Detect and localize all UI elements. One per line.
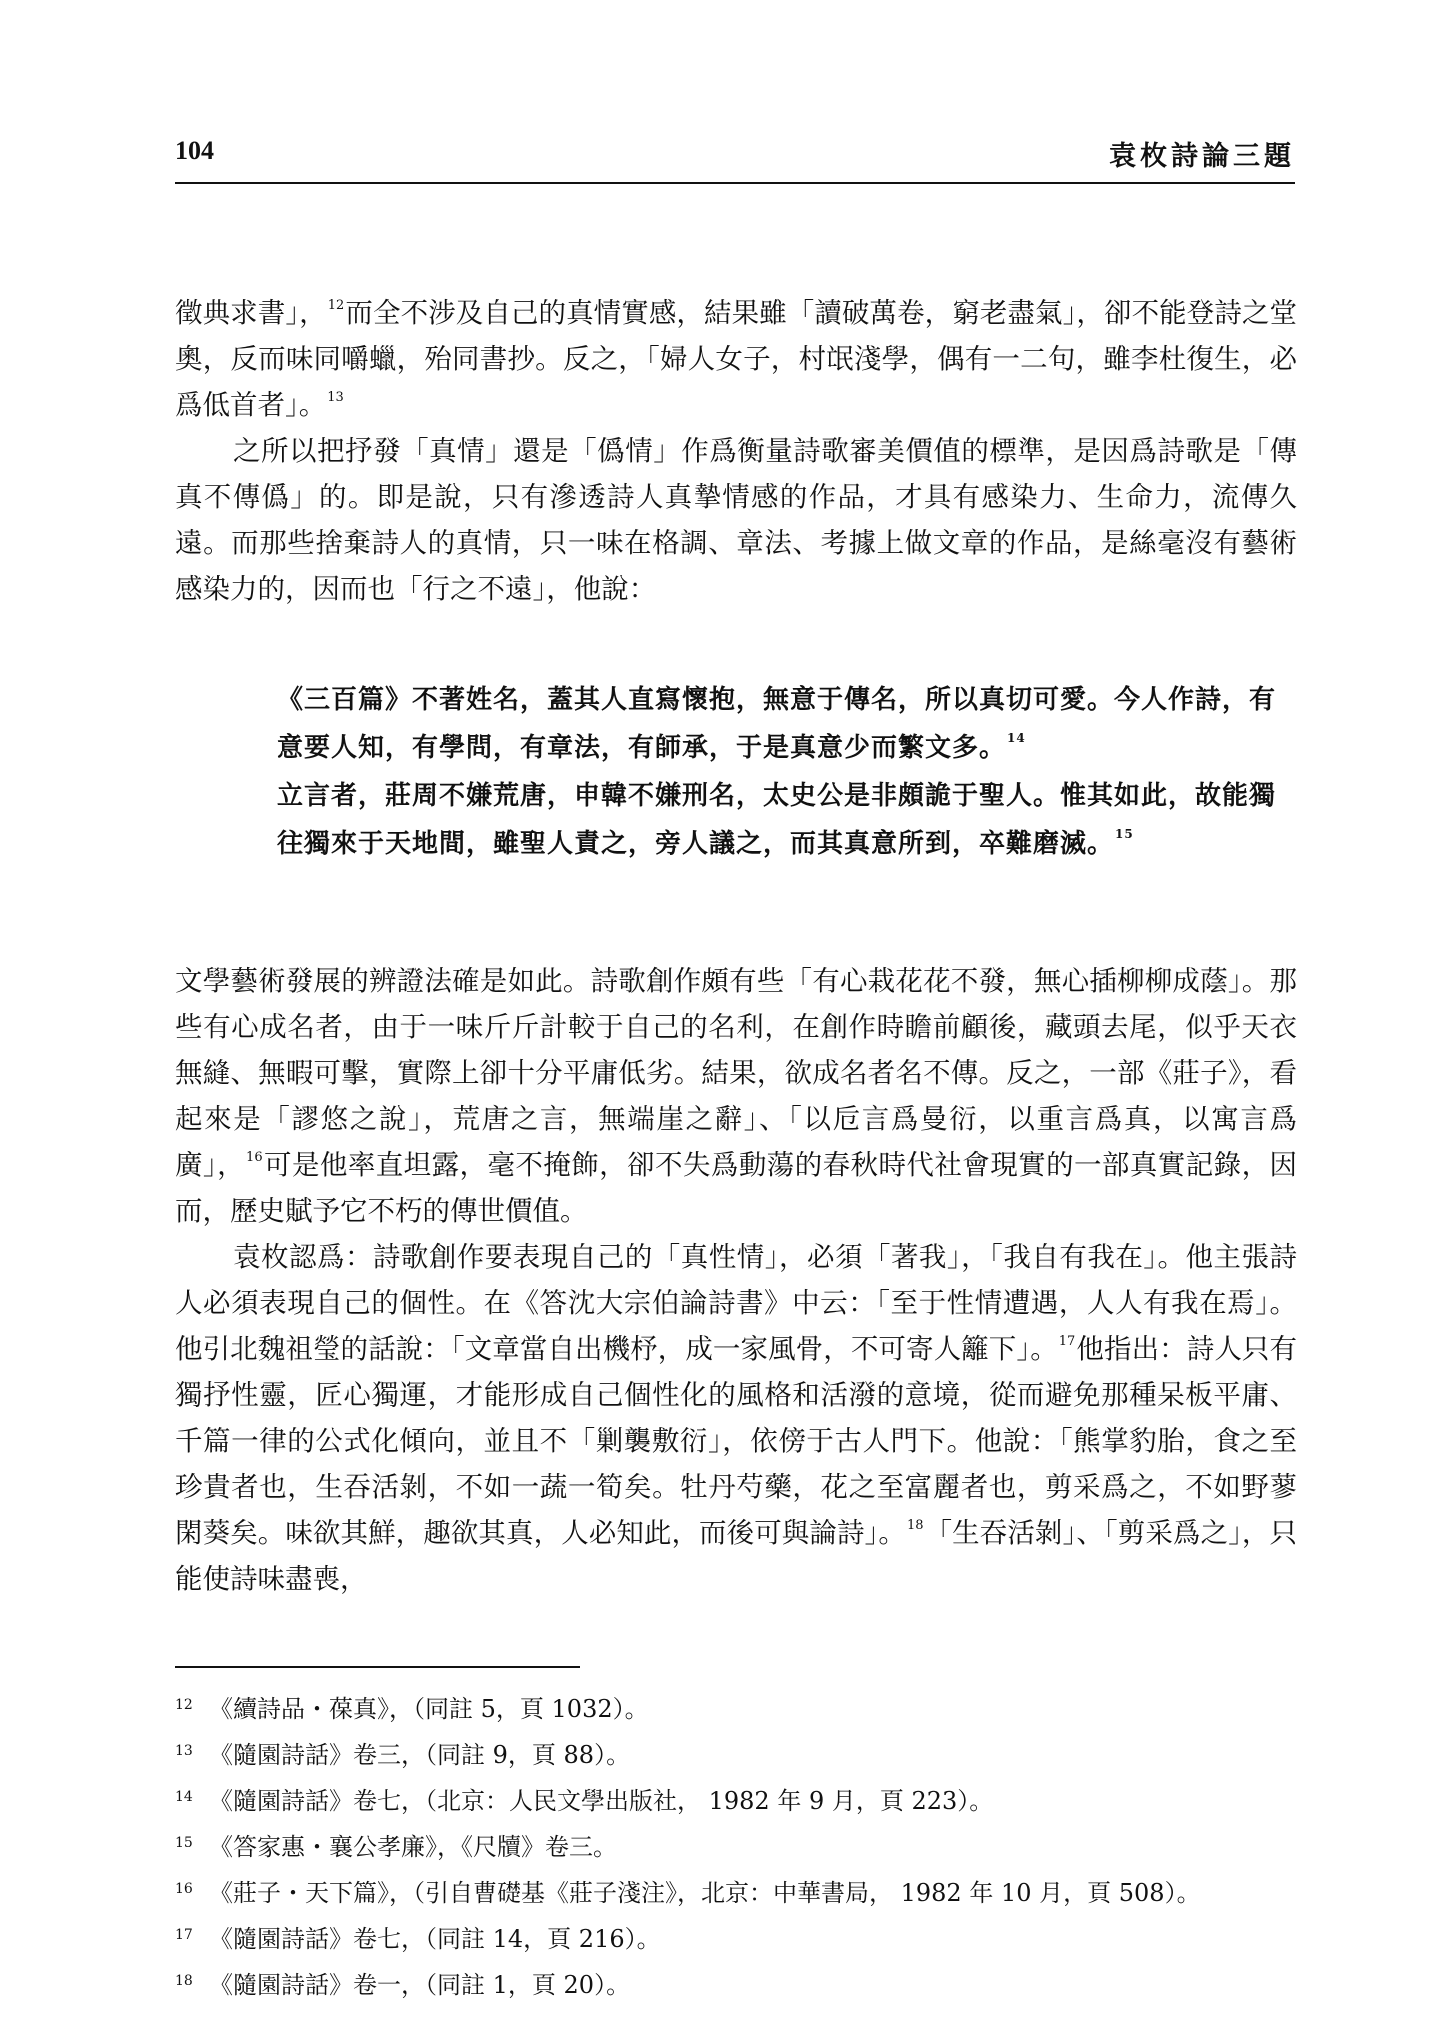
- footnote-text: 《隨園詩話》卷三，（同註 9，頁 88）。: [209, 1741, 631, 1769]
- footnote-number: 18: [175, 1973, 193, 1989]
- footnote-text: 《續詩品・葆真》，（同註 5，頁 1032）。: [209, 1695, 649, 1723]
- quote-2-text: 立言者，莊周不嫌荒唐，申韓不嫌刑名，太史公是非頗詭于聖人。惟其如此，故能獨往獨來于天地間，雖聖人責之，旁人議之，而其真意所到，卒難磨滅。: [277, 781, 1277, 859]
- footnote-ref-15: 15: [1115, 827, 1134, 841]
- footnote-rule: [175, 1666, 580, 1668]
- para3-text-a: 文學藝術發展的辨證法確是如此。詩歌創作頗有些「有心栽花花不發，無心插柳柳成蔭」。那些有心成名者，由于一味斤斤計較于自己的名利，在創作時瞻前顧後，藏頭去尾，似乎天衣無縫、無暇可擊，實際上卻十分平庸低劣。結果，欲成名者名不傳。反之，一部《莊子》，看起來是「謬悠之說」，荒唐之言，無端崖之辭」、「以卮言爲曼衍，以重言爲真，以寓言爲廣」，: [175, 965, 1297, 1181]
- para4-text-b: 他指出：詩人只有獨抒性靈，匠心獨運，才能形成自己個性化的風格和活潑的意境，從而避免那種呆板平庸、千篇一律的公式化傾向，並且不「剿襲敷衍」，依傍于古人門下。他說：「熊掌豹胎，食之至珍貴者也，生吞活剝，不如一蔬一筍矣。牡丹芍藥，花之至富麗者也，剪采爲之，不如野蓼閑葵矣。味欲其鮮，趣欲其真，人必知此，而後可與論詩」。: [175, 1333, 1298, 1549]
- quote-1: [277, 676, 1297, 772]
- quote-1-text: 《三百篇》不著姓名，蓋其人直寫懷抱，無意于傳名，所以真切可愛。今人作詩，有意要人知，有學問，有章法，有師承，于是真意少而繁文多。: [277, 685, 1277, 763]
- page-number: 104: [175, 136, 214, 165]
- footnote-text: 《答家惠・襄公孝廉》，《尺牘》卷三。: [209, 1833, 617, 1861]
- footnote-text: 《隨園詩話》卷七，（同註 14，頁 216）。: [209, 1925, 661, 1953]
- footnote-number: 16: [175, 1881, 193, 1897]
- footnote-item: [175, 1964, 1297, 2010]
- footnote-ref-17: 17: [1058, 1334, 1076, 1349]
- footnote-item: [175, 1734, 1297, 1780]
- footnote-item: [175, 1688, 1297, 1734]
- footnote-item: [175, 1918, 1297, 1964]
- paragraph-4: [175, 1234, 1297, 1602]
- footnote-item: [175, 1872, 1297, 1918]
- footnote-ref-16: 16: [246, 1150, 263, 1165]
- para4-text-c: 「生吞活剝」、「剪采爲之」，只能使詩味盡喪，: [175, 1517, 1297, 1595]
- paragraph-2: [175, 428, 1297, 612]
- footnote-ref-18: 18: [906, 1518, 924, 1533]
- footnote-text: 《隨園詩話》卷一，（同註 1，頁 20）。: [209, 1971, 631, 1999]
- footnote-item: [175, 1780, 1297, 1826]
- block-quote: [277, 676, 1297, 868]
- footnote-item: [175, 1826, 1297, 1872]
- footnote-number: 15: [175, 1835, 193, 1851]
- para3-text-b: 可是他率直坦露，毫不掩飾，卻不失爲動蕩的春秋時代社會現實的一部真實記錄，因而，歷史賦予它不朽的傳世價值。: [175, 1149, 1298, 1227]
- quote-2: [277, 772, 1297, 868]
- footnote-number: 14: [175, 1789, 193, 1805]
- footnote-number: 17: [175, 1927, 193, 1943]
- footnote-text: 《隨園詩話》卷七，（北京：人民文學出版社， 1982 年 9 月，頁 223）。: [209, 1787, 994, 1815]
- footnote-number: 13: [175, 1743, 193, 1759]
- footnotes: [175, 1688, 1297, 2010]
- para2-text: 之所以把抒發「真情」還是「僞情」作爲衡量詩歌審美價值的標準，是因爲詩歌是「傳真不傳僞」的。即是說，只有滲透詩人真摯情感的作品，才具有感染力、生命力，流傳久遠。而那些捨棄詩人的真情，只一味在格調、章法、考據上做文章的作品，是絲毫沒有藝術感染力的，因而也「行之不遠」，他說：: [175, 435, 1297, 605]
- footnote-text: 《莊子・天下篇》，（引自曹礎基《莊子淺注》，北京：中華書局， 1982 年 10 月，頁 508）。: [209, 1879, 1201, 1907]
- para1-text-a: 徵典求書」，: [175, 297, 327, 329]
- paragraph-1: [175, 290, 1297, 428]
- para1-text-b: 而全不涉及自己的真情實感，結果雖「讀破萬卷，窮老盡氣」，卻不能登詩之堂奧，反而味同嚼蠟，殆同書抄。反之，「婦人女子，村氓淺學，偶有一二句，雖李杜復生，必爲低首者」。: [175, 297, 1298, 421]
- footnote-ref-13: 13: [327, 390, 344, 405]
- page-header: [175, 126, 1295, 184]
- para4-text-a: 袁枚認爲：詩歌創作要表現自己的「真性情」，必須「著我」，「我自有我在」。他主張詩人必須表現自己的個性。在《答沈大宗伯論詩書》中云：「至于性情遭遇，人人有我在焉」。他引北魏祖瑩的話說：「文章當自出機杼，成一家風骨，不可寄人籬下」。: [175, 1241, 1297, 1365]
- paragraph-3: [175, 958, 1297, 1234]
- footnote-ref-12: 12: [327, 298, 345, 313]
- running-title: 袁枚詩論三題: [1109, 141, 1295, 172]
- footnote-number: 12: [175, 1697, 193, 1713]
- footnote-ref-14: 14: [1007, 731, 1026, 745]
- body-text-upper: [175, 290, 1297, 612]
- body-text-lower: [175, 958, 1297, 1602]
